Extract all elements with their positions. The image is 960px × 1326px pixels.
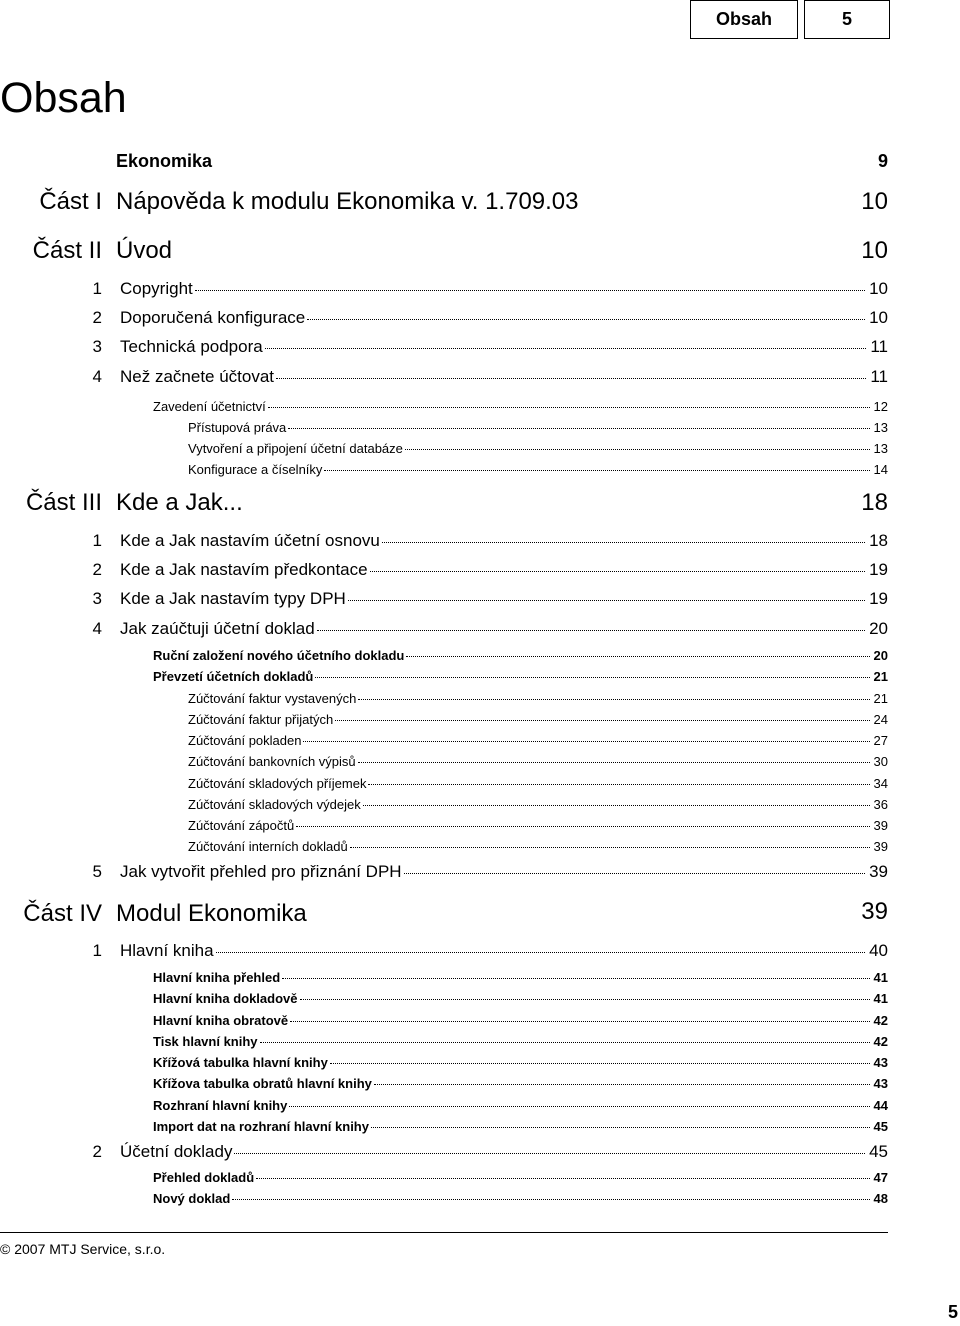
toc-entry[interactable] <box>0 307 960 329</box>
toc-entry[interactable] <box>0 278 960 300</box>
dot-leader <box>330 1063 870 1064</box>
entry-title[interactable]: Přehled dokladů <box>153 1170 255 1185</box>
entry-page: 13 <box>873 420 888 435</box>
entry-title[interactable]: Rozhraní hlavní knihy <box>153 1098 288 1113</box>
dot-leader <box>405 449 870 450</box>
dot-leader <box>234 1153 865 1154</box>
toc-subentry[interactable] <box>0 796 960 818</box>
entry-page: 20 <box>873 648 888 663</box>
toc-subentry[interactable] <box>0 775 960 797</box>
dot-leader <box>296 826 869 827</box>
toc-subentry[interactable] <box>0 753 960 775</box>
part-label: Část III <box>25 489 102 516</box>
entry-number: 2 <box>92 1142 102 1161</box>
entry-number: 5 <box>92 862 102 881</box>
entry-page: 45 <box>869 1142 888 1161</box>
entry-page: 41 <box>873 970 888 985</box>
entry-page: 20 <box>869 619 888 638</box>
part-page: 39 <box>861 898 888 925</box>
entry-title[interactable]: Hlavní kniha dokladově <box>153 991 298 1006</box>
entry-title[interactable]: Křížova tabulka obratů hlavní knihy <box>153 1076 372 1091</box>
part-label: Část I <box>39 188 102 215</box>
part-label: Část IV <box>23 900 102 927</box>
entry-title[interactable]: Křížová tabulka hlavní knihy <box>153 1055 328 1070</box>
part-page: 18 <box>861 489 888 516</box>
entry-page: 30 <box>873 754 888 769</box>
dot-leader <box>288 428 869 429</box>
toc-subentry[interactable] <box>0 419 960 441</box>
toc-subentry[interactable] <box>0 690 960 712</box>
entry-title[interactable]: Vytvoření a připojení účetní databáze <box>188 441 403 456</box>
entry-title[interactable]: Tisk hlavní knihy <box>153 1034 258 1049</box>
entry-page: 47 <box>873 1170 888 1185</box>
toc-subentry[interactable] <box>0 1169 960 1191</box>
part-title[interactable]: Modul Ekonomika <box>116 900 307 927</box>
entry-page: 43 <box>873 1055 888 1070</box>
footer-copyright: © 2007 MTJ Service, s.r.o. <box>0 1241 166 1257</box>
entry-page: 43 <box>873 1076 888 1091</box>
dot-leader <box>370 571 865 572</box>
toc-subentry[interactable] <box>0 647 960 669</box>
entry-title[interactable]: Kde a Jak nastavím předkontace <box>120 560 368 579</box>
entry-page: 45 <box>873 1119 888 1134</box>
dot-leader <box>232 1199 869 1200</box>
intro-page: 9 <box>877 151 888 171</box>
entry-page: 44 <box>873 1098 888 1113</box>
dot-leader <box>289 1106 869 1107</box>
entry-number: 3 <box>92 589 102 608</box>
entry-page: 40 <box>869 941 888 960</box>
entry-title[interactable]: Zúčtování faktur přijatých <box>188 712 334 727</box>
entry-number: 1 <box>92 941 102 960</box>
dot-leader <box>358 699 869 700</box>
toc-subentry[interactable] <box>0 1097 960 1119</box>
entry-page: 24 <box>873 712 888 727</box>
dot-leader <box>256 1178 869 1179</box>
toc-entry[interactable] <box>0 861 960 883</box>
dot-leader <box>268 407 870 408</box>
entry-title[interactable]: Kde a Jak nastavím účetní osnovu <box>120 531 380 550</box>
entry-number: 4 <box>92 367 102 386</box>
entry-title[interactable]: Technická podpora <box>120 337 263 356</box>
entry-title[interactable]: Zúčtování faktur vystavených <box>188 691 357 706</box>
entry-title[interactable]: Zúčtování bankovních výpisů <box>188 754 356 769</box>
entry-title[interactable]: Kde a Jak nastavím typy DPH <box>120 589 346 608</box>
toc-subentry[interactable] <box>0 668 960 690</box>
part-page: 10 <box>861 188 888 215</box>
toc-subentry[interactable] <box>0 1033 960 1055</box>
dot-leader <box>368 784 869 785</box>
entry-title[interactable]: Import dat na rozhraní hlavní knihy <box>153 1119 369 1134</box>
dot-leader <box>350 847 870 848</box>
toc-entry[interactable] <box>0 366 960 388</box>
part-page: 10 <box>861 237 888 264</box>
dot-leader <box>374 1084 870 1085</box>
entry-title[interactable]: Jak vytvořit přehled pro přiznání DPH <box>120 862 402 881</box>
dot-leader <box>371 1127 870 1128</box>
entry-page: 12 <box>873 399 888 414</box>
toc-subentry[interactable] <box>0 838 960 860</box>
entry-page: 10 <box>869 279 888 298</box>
toc-subentry[interactable] <box>0 1118 960 1140</box>
dot-leader <box>265 348 867 349</box>
entry-title[interactable]: Přístupová práva <box>188 420 287 435</box>
entry-page: 39 <box>873 839 888 854</box>
dot-leader <box>363 805 870 806</box>
dot-leader <box>307 319 865 320</box>
part-title[interactable]: Kde a Jak... <box>116 489 243 516</box>
footer-page-number: 5 <box>947 1302 958 1322</box>
toc-subentry[interactable] <box>0 1054 960 1076</box>
toc-entry[interactable] <box>0 530 960 552</box>
dot-leader <box>195 290 865 291</box>
running-header-page-number: 5 <box>804 0 890 39</box>
toc-subentry[interactable] <box>0 817 960 839</box>
entry-number: 1 <box>92 279 102 298</box>
toc-subentry[interactable] <box>0 440 960 462</box>
entry-number: 3 <box>92 337 102 356</box>
entry-page: 11 <box>870 337 888 356</box>
entry-page: 21 <box>873 669 888 684</box>
toc-subentry[interactable] <box>0 711 960 733</box>
toc-entry[interactable] <box>0 559 960 581</box>
running-header-section: Obsah <box>690 0 798 39</box>
dot-leader <box>382 542 865 543</box>
toc-subentry[interactable] <box>0 398 960 420</box>
entry-page: 18 <box>869 531 888 550</box>
toc-subentry[interactable] <box>0 732 960 754</box>
toc-entry[interactable] <box>0 940 960 962</box>
entry-title[interactable]: Doporučená konfigurace <box>120 308 306 327</box>
entry-title[interactable]: Zúčtování zápočtů <box>188 818 295 833</box>
entry-number: 2 <box>92 560 102 579</box>
dot-leader <box>406 656 869 657</box>
toc-entry[interactable] <box>0 618 960 640</box>
entry-page: 42 <box>873 1034 888 1049</box>
toc-subentry[interactable] <box>0 969 960 991</box>
entry-page: 36 <box>873 797 888 812</box>
entry-title[interactable]: Než začnete účtovat <box>120 367 275 386</box>
entry-title[interactable]: Nový doklad <box>153 1191 231 1206</box>
entry-page: 42 <box>873 1013 888 1028</box>
toc-entry[interactable] <box>0 588 960 610</box>
toc-subentry[interactable] <box>0 1190 960 1212</box>
entry-title[interactable]: Copyright <box>120 279 193 298</box>
dot-leader <box>290 1021 869 1022</box>
entry-title[interactable]: Jak zaúčtuji účetní doklad <box>120 619 315 638</box>
dot-leader <box>358 762 870 763</box>
entry-number: 1 <box>92 531 102 550</box>
entry-page: 10 <box>869 308 888 327</box>
entry-page: 41 <box>873 991 888 1006</box>
entry-page: 21 <box>873 691 888 706</box>
dot-leader <box>260 1042 870 1043</box>
part-label: Část II <box>32 237 102 264</box>
entry-title[interactable]: Ruční založení nového účetního dokladu <box>153 648 405 663</box>
entry-title[interactable]: Zúčtování skladových příjemek <box>188 776 367 791</box>
dot-leader <box>300 999 870 1000</box>
toc-subentry[interactable] <box>0 1012 960 1034</box>
entry-page: 13 <box>873 441 888 456</box>
entry-title[interactable]: Hlavní kniha <box>120 941 214 960</box>
entry-title[interactable]: Převzetí účetních dokladů <box>153 669 314 684</box>
dot-leader <box>216 952 866 953</box>
toc-entry[interactable] <box>0 336 960 358</box>
part-title[interactable]: Úvod <box>116 237 173 264</box>
entry-page: 39 <box>869 862 888 881</box>
page-title: Obsah <box>0 74 127 122</box>
intro-title: Ekonomika <box>116 151 213 171</box>
entry-title[interactable]: Hlavní kniha obratově <box>153 1013 289 1028</box>
dot-leader <box>315 677 869 678</box>
entry-page: 19 <box>869 589 888 608</box>
dot-leader <box>282 978 869 979</box>
entry-page: 48 <box>873 1191 888 1206</box>
dot-leader <box>404 873 866 874</box>
toc-entry[interactable] <box>0 1141 960 1163</box>
entry-page: 39 <box>873 818 888 833</box>
dot-leader <box>317 630 865 631</box>
dot-leader <box>335 720 869 721</box>
entry-title[interactable]: Hlavní kniha přehled <box>153 970 281 985</box>
toc-subentry[interactable] <box>0 1075 960 1097</box>
entry-page: 19 <box>869 560 888 579</box>
entry-title[interactable]: Účetní doklady <box>120 1142 233 1161</box>
entry-title[interactable]: Zavedení účetnictví <box>153 399 266 414</box>
entry-page: 14 <box>873 462 888 477</box>
entry-title[interactable]: Zúčtování skladových výdejek <box>188 797 361 812</box>
entry-page: 11 <box>870 367 888 386</box>
dot-leader <box>348 600 865 601</box>
entry-title[interactable]: Zúčtování pokladen <box>188 733 302 748</box>
dot-leader <box>276 378 866 379</box>
toc-subentry[interactable] <box>0 990 960 1012</box>
footer-divider <box>0 1232 888 1233</box>
entry-title[interactable]: Zúčtování interních dokladů <box>188 839 348 854</box>
part-title[interactable]: Nápověda k modulu Ekonomika v. 1.709.03 <box>116 188 579 215</box>
toc-subentry[interactable] <box>0 461 960 483</box>
entry-number: 2 <box>92 308 102 327</box>
entry-number: 4 <box>92 619 102 638</box>
dot-leader <box>324 470 869 471</box>
entry-page: 34 <box>873 776 888 791</box>
toc-subentry[interactable] <box>0 117 960 139</box>
dot-leader <box>303 741 869 742</box>
entry-page: 27 <box>873 733 888 748</box>
entry-title[interactable]: Konfigurace a číselníky <box>188 462 323 477</box>
